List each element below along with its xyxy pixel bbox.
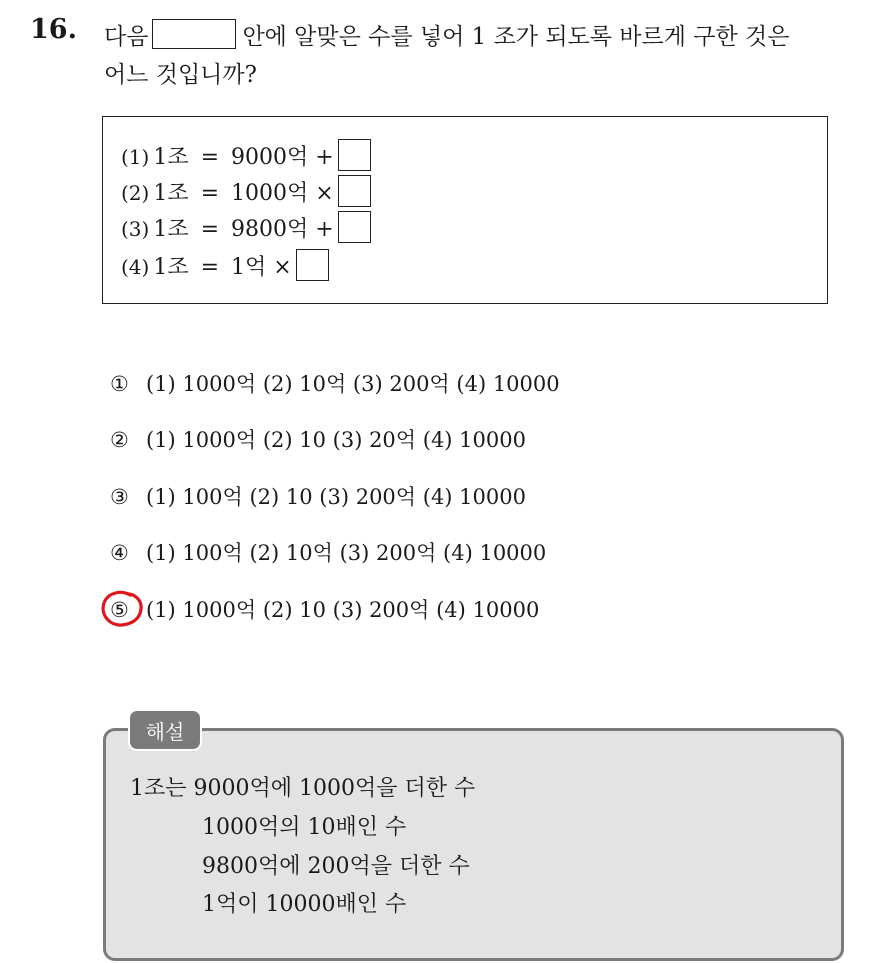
given-equation-1 bbox=[121, 139, 371, 171]
choice-3[interactable] bbox=[110, 481, 526, 511]
solution-tab-label: 해설 bbox=[128, 709, 202, 751]
equals-sign: = bbox=[200, 217, 220, 242]
equation-expr: 9800억 + bbox=[231, 217, 334, 242]
choice-mark: ① bbox=[110, 372, 129, 396]
choice-5[interactable] bbox=[110, 594, 539, 624]
given-equation-2 bbox=[121, 175, 371, 207]
equation-expr: 1000억 × bbox=[231, 181, 334, 206]
answer-square bbox=[338, 175, 371, 207]
choice-4[interactable] bbox=[110, 537, 546, 567]
choice-mark: ⑤ bbox=[110, 598, 129, 622]
choice-2[interactable] bbox=[110, 424, 526, 454]
choice-text: (1) 1000억 (2) 10억 (3) 200억 (4) 10000 bbox=[146, 372, 560, 396]
solution-box bbox=[103, 728, 844, 961]
equals-sign: = bbox=[200, 181, 220, 206]
given-equation-3 bbox=[121, 211, 371, 243]
choice-1[interactable] bbox=[110, 368, 560, 398]
equation-number: (3) bbox=[121, 217, 150, 241]
choice-mark: ④ bbox=[110, 541, 129, 565]
choice-mark: ② bbox=[110, 428, 129, 452]
given-equations-box bbox=[102, 116, 828, 304]
solution-line-3: 9800억에 200억을 더한 수 bbox=[202, 854, 470, 879]
choice-text: (1) 1000억 (2) 10 (3) 20억 (4) 10000 bbox=[146, 428, 526, 452]
equation-left: 1조 bbox=[153, 217, 189, 242]
question-text-before: 다음 bbox=[104, 24, 149, 50]
equation-expr: 9000억 + bbox=[231, 145, 334, 170]
equation-left: 1조 bbox=[153, 255, 189, 280]
question-text-line1 bbox=[104, 18, 789, 51]
equation-number: (2) bbox=[121, 181, 150, 205]
question-text-line2: 어느 것입니까? bbox=[104, 62, 257, 88]
blank-box bbox=[152, 19, 236, 49]
equation-number: (4) bbox=[121, 255, 150, 279]
given-equation-4 bbox=[121, 249, 329, 281]
equation-left: 1조 bbox=[153, 181, 189, 206]
equals-sign: = bbox=[200, 255, 220, 280]
question-number: 16. bbox=[30, 14, 77, 45]
answer-square bbox=[296, 249, 329, 281]
equation-number: (1) bbox=[121, 145, 150, 169]
equation-left: 1조 bbox=[153, 145, 189, 170]
choice-text: (1) 100억 (2) 10억 (3) 200억 (4) 10000 bbox=[146, 541, 547, 565]
choice-text: (1) 100억 (2) 10 (3) 200억 (4) 10000 bbox=[146, 485, 526, 509]
answer-circle-icon bbox=[100, 589, 146, 629]
solution-line-4: 1억이 10000배인 수 bbox=[202, 892, 407, 917]
solution-line-1: 1조는 9000억에 1000억을 더한 수 bbox=[130, 776, 476, 801]
equals-sign: = bbox=[200, 145, 220, 170]
answer-square bbox=[338, 211, 371, 243]
answer-square bbox=[338, 139, 371, 171]
choice-mark: ③ bbox=[110, 485, 129, 509]
question-text-after: 안에 알맞은 수를 넣어 1 조가 되도록 바르게 구한 것은 bbox=[242, 24, 790, 50]
choice-text: (1) 1000억 (2) 10 (3) 200억 (4) 10000 bbox=[146, 598, 540, 622]
equation-expr: 1억 × bbox=[231, 255, 292, 280]
solution-line-2: 1000억의 10배인 수 bbox=[202, 815, 407, 840]
